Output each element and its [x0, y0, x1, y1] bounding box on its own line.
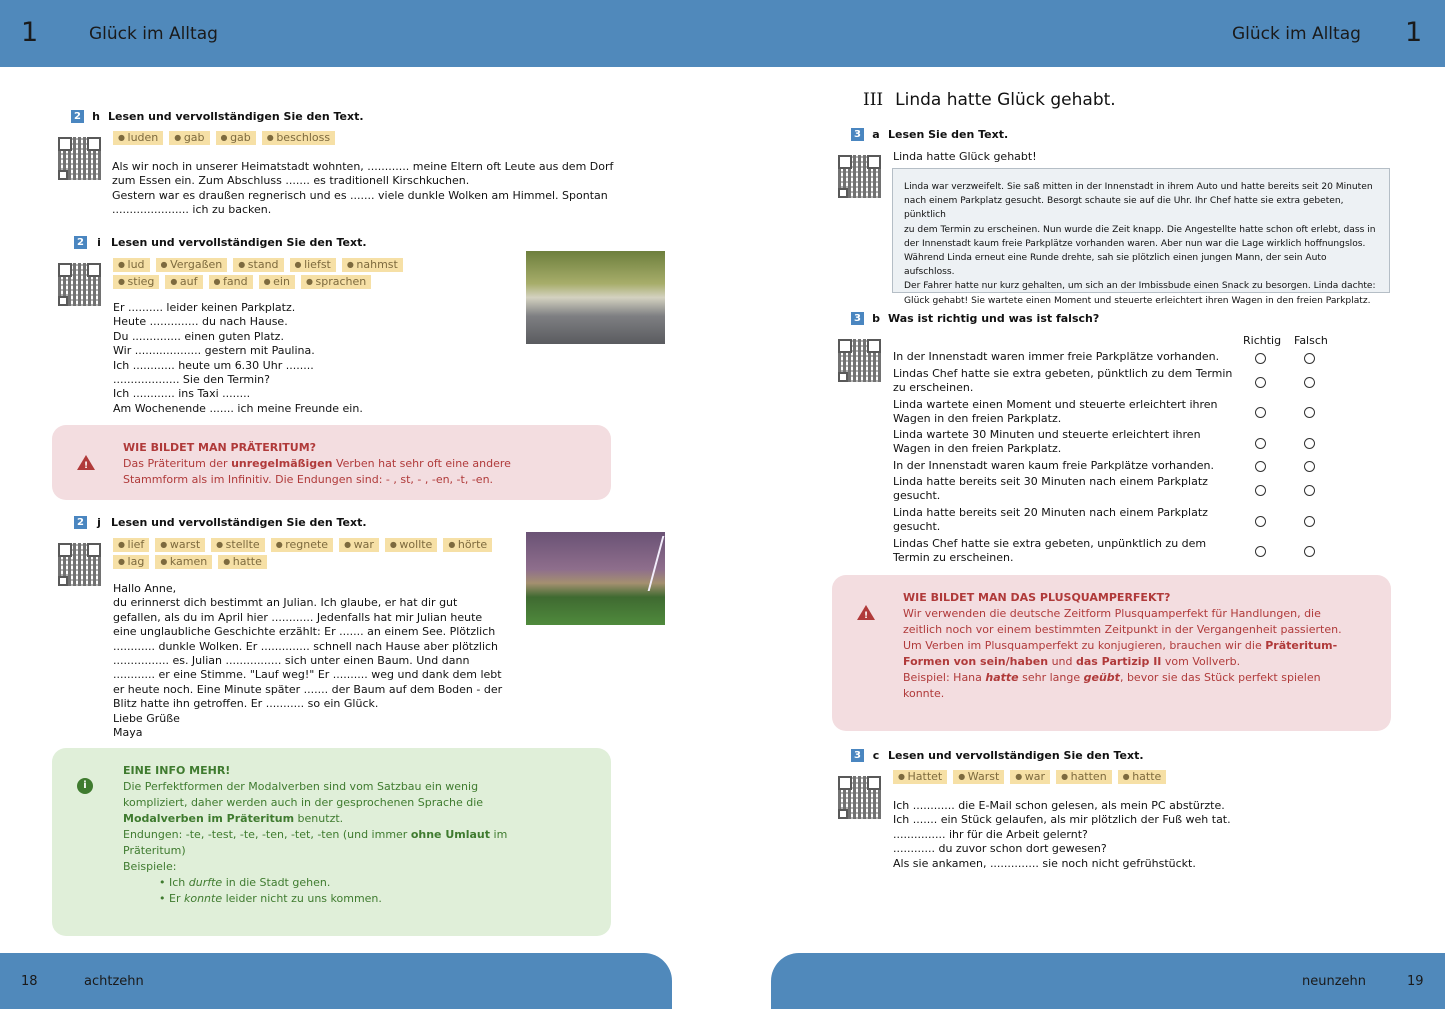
text-line: er heute noch. Eine Minute später ....... der Baum auf dem Boden - der	[113, 682, 503, 696]
word-chip[interactable]: ● warst	[155, 538, 205, 552]
story-line: Während Linda erneut eine Runde drehte, sah sie plötzlich einen jungen Mann, der sein Auto aufschloss.	[904, 253, 1327, 278]
story-text-box	[892, 168, 1390, 306]
examples-list	[123, 875, 611, 907]
task-instruction: Was ist richtig und was ist falsch?	[888, 312, 1100, 325]
word-chip[interactable]: ● war	[1010, 770, 1050, 784]
word-chip[interactable]: ● kamen	[155, 555, 212, 569]
task-3c-header	[851, 749, 1144, 762]
word-chip[interactable]: ● wollte	[385, 538, 437, 552]
chapter-number-right: 1	[1405, 17, 1423, 48]
example-item	[159, 891, 611, 907]
text-line: ............ er eine Stimme. "Lauf weg!" Er .......... weg und dank dem lebt	[113, 668, 502, 682]
callout-text: Die Perfektformen der Modalverben sind vom Satzbau ein wenig kompliziert, daher werden auch in der gesprochenen Sprache die	[123, 780, 484, 809]
callout-bold-text: unregelmäßigen	[231, 457, 333, 470]
task-number-badge: 3	[851, 128, 864, 141]
radio-falsch[interactable]	[1304, 516, 1315, 527]
word-bank	[113, 131, 513, 145]
column-header-falsch: Falsch	[1294, 334, 1328, 347]
callout-bold-italic: hatte	[985, 671, 1019, 684]
story-line: der Innenstadt kaum freie Parkplätze vorhanden waren. Aber nun war die Lage wirklich hoffnungslos.	[904, 238, 1366, 249]
task-2h-header	[71, 110, 364, 123]
statement-text: Lindas Chef hatte sie extra gebeten, unpünktlich zu dem Termin zu erscheinen.	[893, 537, 1207, 565]
callout-text: Endungen: -te, -test, -te, -ten, -tet, -ten (und immer	[123, 828, 411, 841]
callout-text: , bevor sie das Stück perfekt spielen konnte.	[903, 671, 1321, 700]
task-instruction: Lesen und vervollständigen Sie den Text.	[111, 236, 367, 249]
callout-paragraph	[123, 827, 543, 859]
page-number-left: 18	[21, 974, 38, 989]
statement-text: In der Innenstadt waren kaum freie Parkplätze vorhanden.	[893, 459, 1214, 472]
task-2j-header	[74, 516, 367, 529]
radio-falsch[interactable]	[1304, 461, 1315, 472]
task-letter: b	[872, 312, 880, 325]
column-header-richtig: Richtig	[1243, 334, 1282, 347]
task-number-badge: 3	[851, 749, 864, 762]
word-chip[interactable]: ● auf	[165, 275, 202, 289]
statement-row	[893, 367, 1333, 395]
statement-text: Linda hatte bereits seit 20 Minuten nach einem Parkplatz gesucht.	[893, 506, 1208, 534]
radio-falsch[interactable]	[1304, 377, 1315, 388]
word-chip[interactable]: ● hörte	[443, 538, 492, 552]
word-chip[interactable]: ● war	[339, 538, 379, 552]
statement-text: Linda wartete einen Moment und steuerte erleichtert ihren Wagen in den freien Parkplatz.	[893, 398, 1218, 426]
example-text: Er	[169, 892, 184, 905]
callout-body	[123, 456, 543, 488]
task-instruction: Lesen Sie den Text.	[888, 128, 1009, 141]
statement-row	[893, 350, 1333, 364]
statement-text: Linda wartete 30 Minuten und steuerte erleichtert ihren Wagen in den freien Parkplatz.	[893, 428, 1201, 456]
qr-code-icon[interactable]	[838, 776, 881, 819]
story-line: Linda war verzweifelt. Sie saß mitten in der Innenstadt in ihrem Auto und hatte bereits seit 20 Minuten	[904, 182, 1373, 192]
word-chip[interactable]: ● luden	[113, 131, 163, 145]
callout-text: Wir verwenden die deutsche Zeitform Plusquamperfekt für Handlungen, die zeitlich noch vor einem bestimmten Zeitpunkt in der Vergangenheit passierten. Um Verben im Plusquamperfekt zu konjugieren, brauchen wir die	[903, 607, 1342, 652]
statement-row	[893, 537, 1333, 565]
example-italic: durfte	[188, 876, 223, 889]
example-item	[159, 875, 611, 891]
task-instruction: Lesen und vervollständigen Sie den Text.	[888, 749, 1144, 762]
statement-text: Linda hatte bereits seit 30 Minuten nach einem Parkplatz gesucht.	[893, 475, 1208, 503]
example-text: in die Stadt gehen.	[222, 876, 331, 889]
statement-text: In der Innenstadt waren immer freie Parkplätze vorhanden.	[893, 350, 1220, 363]
callout-text: im Präteritum)	[123, 828, 508, 857]
word-chip[interactable]: ● beschloss	[262, 131, 335, 145]
text-line: Als sie ankamen, .............. sie noch nicht gefrühstückt.	[893, 856, 1196, 870]
task-3b-header	[851, 312, 1099, 325]
chapter-header-bar	[0, 0, 1445, 67]
text-line: eine unglaubliche Geschichte erzählt: Er ....... an einem See. Plötzlich	[113, 625, 496, 639]
text-line: Ich ............ die E-Mail schon gelesen, als mein PC abstürzte.	[893, 799, 1225, 812]
word-chip[interactable]: ● sprachen	[301, 275, 371, 289]
task-letter: j	[97, 516, 101, 529]
statement-row	[893, 475, 1333, 503]
callout-title: WIE BILDET MAN PRÄTERITUM?	[123, 441, 317, 454]
footer-left	[0, 953, 672, 1009]
text-line: Blitz hatte ihn getroffen. Er ........... so ein Glück.	[113, 697, 379, 711]
text-line: ............ dunkle Wolken. Er .............. schnell nach Hause aber plötzlich	[113, 639, 499, 653]
radio-falsch[interactable]	[1304, 438, 1315, 449]
task-2j-letter-text	[113, 582, 502, 740]
example-text: Ich	[169, 876, 189, 889]
text-line: Hallo Anne,	[113, 582, 177, 595]
section-title	[863, 90, 1116, 110]
word-chip[interactable]: ● hatte	[1118, 770, 1167, 784]
text-line: ................... Sie den Termin?	[113, 373, 270, 387]
chapter-title-left: Glück im Alltag	[89, 24, 218, 44]
radio-richtig[interactable]	[1255, 546, 1266, 557]
text-line: Ich ............ heute um 6.30 Uhr ........	[113, 358, 314, 372]
chapter-title-right: Glück im Alltag	[1232, 24, 1361, 44]
radio-richtig[interactable]	[1255, 485, 1266, 496]
radio-falsch[interactable]	[1304, 407, 1315, 418]
text-line: ............... ihr für die Arbeit gelernt?	[893, 827, 1088, 841]
callout-paragraph	[123, 779, 543, 827]
storm-photo	[526, 532, 665, 625]
callout-bold-italic: geübt	[1083, 671, 1120, 684]
callout-title: WIE BILDET MAN DAS PLUSQUAMPERFEKT?	[903, 591, 1171, 604]
callout-bold-text: ohne Umlaut	[410, 828, 491, 841]
word-chip[interactable]: ● lag	[113, 555, 149, 569]
statement-text: Lindas Chef hatte sie extra gebeten, pünktlich zu dem Termin zu erscheinen.	[893, 367, 1233, 395]
example-italic: konnte	[183, 892, 223, 905]
task-letter: c	[872, 749, 880, 762]
footer-right	[771, 953, 1445, 1009]
lightning-icon	[632, 536, 665, 591]
text-line: Ich ............ ins Taxi ........	[113, 387, 251, 401]
qr-code-icon[interactable]	[58, 137, 101, 180]
word-chip[interactable]: ● gab	[216, 131, 256, 145]
statement-row	[893, 398, 1333, 426]
radio-richtig[interactable]	[1255, 516, 1266, 527]
callout-bold-text: Modalverben im Präteritum	[123, 812, 295, 825]
callout-text: Verben hat sehr oft eine andere Stammform als im Infinitiv. Die Endungen sind: - , st, - , -en, -t, -en.	[123, 457, 511, 486]
story-line: zu dem Termin zu erscheinen. Nun wurde die Zeit knapp. Die Angestellte hatte schon oft erlebt, dass in	[904, 224, 1376, 235]
callout-text: Beispiel: Hana	[903, 671, 986, 684]
street-photo	[526, 251, 665, 344]
text-line: Als wir noch in unserer Heimatstadt wohnten, ............ meine Eltern oft Leute aus dem Dorf	[112, 160, 614, 173]
page-word-right: neunzehn	[1302, 974, 1367, 989]
text-line: Wir ................... gestern mit Paulina.	[113, 344, 315, 358]
text-line: du erinnerst dich bestimmt an Julian. Ich glaube, er hat dir gut	[113, 596, 458, 610]
warning-icon	[77, 455, 94, 472]
task-number-badge: 2	[71, 110, 84, 123]
word-bank	[893, 770, 1293, 784]
example-text: leider nicht zu uns kommen.	[222, 892, 382, 905]
statement-row	[893, 428, 1333, 456]
word-chip[interactable]: ● nahmst	[342, 258, 403, 272]
qr-code-icon[interactable]	[838, 155, 881, 198]
text-line: ................ es. Julian ................ sich unter einen Baum. Und dann	[113, 654, 470, 668]
word-chip[interactable]: ● Hattet	[893, 770, 947, 784]
task-3c-text	[893, 799, 1231, 871]
task-2i-text	[113, 301, 363, 416]
radio-richtig[interactable]	[1255, 407, 1266, 418]
radio-falsch[interactable]	[1304, 485, 1315, 496]
radio-richtig[interactable]	[1255, 377, 1266, 388]
callout-example	[903, 670, 1348, 702]
callout-bold-text: Präteritum-Formen von sein/haben	[903, 639, 1338, 668]
story-line: Glück gehabt! Sie wartete einen Moment und steuerte erleichtert ihren Wagen in den freien Parkplatz.	[904, 295, 1371, 306]
text-line: Ich ....... ein Stück gelaufen, als mir plötzlich der Fuß weh tat.	[893, 813, 1231, 827]
radio-richtig[interactable]	[1255, 438, 1266, 449]
callout-text: vom Vollverb.	[1161, 655, 1241, 668]
info-callout	[52, 748, 611, 936]
text-line: Heute .............. du nach Hause.	[113, 315, 288, 329]
word-chip[interactable]: ● stellte	[211, 538, 265, 552]
story-title: Linda hatte Glück gehabt!	[893, 150, 1037, 163]
statement-row	[893, 506, 1333, 534]
radio-falsch[interactable]	[1304, 546, 1315, 557]
task-letter: h	[92, 110, 100, 123]
word-chip[interactable]: ● Vergaßen	[156, 258, 228, 272]
word-chip[interactable]: ● Warst	[953, 770, 1004, 784]
examples-label: Beispiele:	[123, 860, 177, 873]
text-line: Du .............. einen guten Platz.	[113, 329, 284, 343]
task-number-badge: 2	[74, 236, 87, 249]
text-line: Maya	[113, 726, 143, 740]
word-bank	[113, 258, 453, 289]
text-line: Am Wochenende ....... ich meine Freunde ein.	[113, 401, 363, 415]
task-letter: a	[872, 128, 880, 141]
story-line: Der Fahrer hatte nur kurz gehalten, um sich an der Imbissbude einen Snack zu besorgen. Linda dachte:	[904, 281, 1376, 292]
qr-code-icon[interactable]	[58, 543, 101, 586]
word-chip[interactable]: ● liefst	[290, 258, 336, 272]
callout-title: EINE INFO MEHR!	[123, 764, 231, 777]
text-line: zum Essen ein. Zum Abschluss ....... es traditionell Kirschkuchen.	[112, 174, 470, 188]
radio-richtig[interactable]	[1255, 353, 1266, 364]
word-chip[interactable]: ● gab	[169, 131, 209, 145]
callout-body	[903, 606, 1348, 670]
text-line: ...................... ich zu backen.	[112, 203, 272, 217]
statement-row	[893, 459, 1333, 473]
word-chip[interactable]: ● lief	[113, 538, 149, 552]
word-chip[interactable]: ● hatte	[218, 555, 267, 569]
page-number-right: 19	[1407, 974, 1424, 989]
section-heading: Linda hatte Glück gehabt.	[895, 90, 1116, 110]
task-number-badge: 2	[74, 516, 87, 529]
story-line: nach einem Parkplatz gesucht. Besorgt schaute sie auf die Uhr. Ihr Chef hatte sie extra gebeten, pünktlich	[904, 196, 1344, 221]
word-chip[interactable]: ● fand	[209, 275, 253, 289]
word-chip[interactable]: ● stand	[233, 258, 283, 272]
callout-text: benutzt.	[294, 812, 344, 825]
warning-icon	[857, 605, 874, 622]
grammar-callout-plusquamperfekt	[832, 575, 1391, 731]
text-line: gefallen, als du im April hier ............ Jedenfalls hat mir Julian heute	[113, 610, 483, 624]
page-word-left: achtzehn	[84, 974, 144, 989]
callout-bold-text: das Partizip II	[1076, 655, 1162, 668]
chapter-number-left: 1	[21, 17, 39, 48]
task-number-badge: 3	[851, 312, 864, 325]
text-line: Liebe Grüße	[113, 711, 180, 725]
word-chip[interactable]: ● hatten	[1056, 770, 1112, 784]
task-2i-header	[74, 236, 367, 249]
task-2h-text	[112, 160, 613, 218]
task-3a-header	[851, 128, 1008, 141]
qr-code-icon[interactable]	[838, 339, 881, 382]
task-letter: i	[97, 236, 101, 249]
radio-richtig[interactable]	[1255, 461, 1266, 472]
grammar-callout-praeteritum	[52, 425, 611, 500]
section-roman-numeral: III	[863, 90, 884, 110]
text-line: Gestern war es draußen regnerisch und es ....... viele dunkle Wolken am Himmel. Spontan	[112, 188, 608, 202]
callout-text: und	[1048, 655, 1076, 668]
word-chip[interactable]: ● regnete	[271, 538, 333, 552]
qr-code-icon[interactable]	[58, 263, 101, 306]
callout-text: Das Präteritum der	[123, 457, 232, 470]
word-chip[interactable]: ● lud	[113, 258, 150, 272]
task-instruction: Lesen und vervollständigen Sie den Text.	[111, 516, 367, 529]
radio-falsch[interactable]	[1304, 353, 1315, 364]
callout-text: sehr lange	[1018, 671, 1084, 684]
word-chip[interactable]: ● ein	[259, 275, 295, 289]
text-line: ............ du zuvor schon dort gewesen?	[893, 842, 1107, 856]
text-line: Er .......... leider keinen Parkplatz.	[113, 301, 296, 314]
word-chip[interactable]: ● stieg	[113, 275, 159, 289]
word-bank	[113, 538, 493, 569]
task-instruction: Lesen und vervollständigen Sie den Text.	[108, 110, 364, 123]
info-icon: i	[77, 778, 94, 795]
